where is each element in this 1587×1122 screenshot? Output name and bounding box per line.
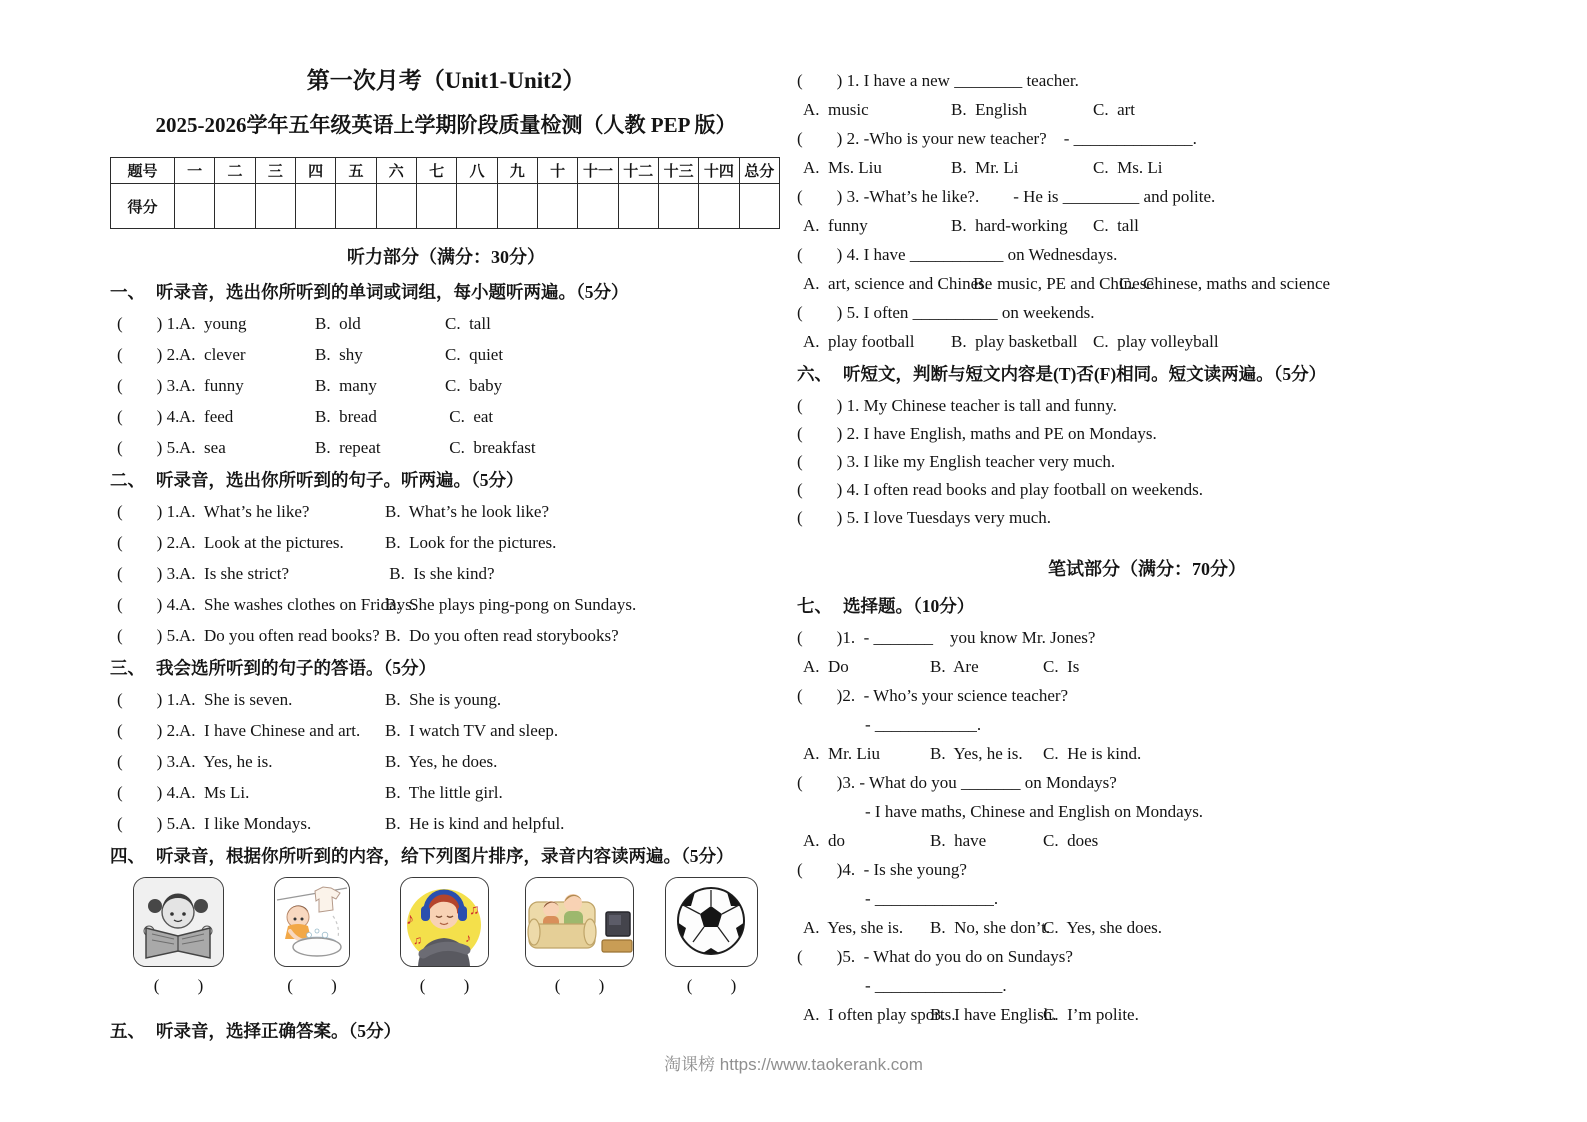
score-table-header-cell: 总分 [739, 158, 779, 184]
answer-paren-prefix: ( ) 3. [117, 564, 180, 583]
options-row [797, 656, 1497, 677]
svg-text:♫: ♫ [469, 903, 480, 918]
question-line-2: - _______________. [865, 976, 1007, 995]
image-cell [274, 877, 350, 996]
section-title: 选择题。（10分） [843, 596, 975, 616]
option-a: A. music [803, 100, 869, 119]
svg-text:♪: ♪ [465, 931, 471, 945]
option-b: B. She is young. [385, 690, 502, 709]
option-c: C. art [1093, 100, 1136, 119]
section-heading-s4 [110, 845, 782, 867]
option-a: A. Do you often read books? [179, 626, 380, 645]
section-heading-s7 [797, 595, 1497, 617]
option-b: B. I watch TV and sleep. [385, 721, 559, 740]
question-row [110, 375, 782, 396]
score-table-header-cell: 题号 [111, 158, 175, 184]
answer-paren-prefix: ( ) 1. [117, 502, 180, 521]
answer-paren-prefix: ( ) 2. [117, 721, 180, 740]
option-c: C. play volleyball [1093, 332, 1219, 351]
score-cell-empty [739, 184, 779, 229]
score-table-header-cell: 二 [215, 158, 255, 184]
section-heading-s5 [110, 1020, 782, 1042]
option-b: B. She plays ping-pong on Sundays. [385, 595, 637, 614]
answer-paren: ( ) [686, 976, 737, 995]
question-line-2: - ______________. [865, 889, 999, 908]
question-row [110, 782, 782, 803]
girl-reading-book-icon [134, 878, 223, 966]
score-table-header-cell: 六 [376, 158, 416, 184]
score-cell-empty [215, 184, 255, 229]
score-cell-empty [295, 184, 335, 229]
score-row-label: 得分 [111, 184, 175, 229]
answer-paren-prefix: ( ) 5. [117, 626, 180, 645]
score-table-header-cell: 十二 [618, 158, 658, 184]
image-strip [110, 877, 782, 1009]
image-cell [665, 877, 758, 996]
score-table-score-row [111, 184, 780, 229]
answer-paren: ( ) [153, 976, 204, 995]
right-column [797, 70, 1497, 1033]
question-row [110, 751, 782, 772]
section-heading-s1 [110, 281, 782, 303]
score-cell-empty [336, 184, 376, 229]
score-cell-empty [578, 184, 618, 229]
question-line: ( )5. - What do you do on Sundays? [797, 947, 1073, 966]
option-b: B. The little girl. [385, 783, 503, 802]
question-row [110, 594, 782, 615]
option-a: A. clever [179, 345, 246, 364]
question-line-2: - I have maths, Chinese and English on Mondays. [865, 802, 1204, 821]
option-b: B. shy [315, 345, 363, 364]
answer-paren-prefix: ( ) 3. [117, 752, 180, 771]
section-number: 五、 [110, 1021, 145, 1041]
option-a: A. I often play sports. [803, 1005, 956, 1024]
child-washing-clothes-icon [275, 878, 349, 966]
question-row [110, 532, 782, 553]
option-c: C. tall [445, 314, 491, 333]
score-cell-empty [537, 184, 577, 229]
option-a: A. funny [179, 376, 244, 395]
option-c: C. Is [1043, 657, 1080, 676]
options-row [797, 917, 1497, 938]
option-b: B. bread [315, 407, 377, 426]
option-b: B. have [930, 831, 987, 850]
option-b: B. repeat [315, 438, 381, 457]
answer-paren-prefix: ( ) 2. [117, 533, 180, 552]
kids-watching-tv-image [525, 877, 634, 967]
section-title: 听录音，选出你所听到的单词或词组，每小题听两遍。（5分） [156, 282, 629, 302]
answer-paren-prefix: ( ) 4. [117, 407, 180, 426]
score-table-header-cell: 十一 [578, 158, 618, 184]
option-b: B. Yes, he is. [930, 744, 1023, 763]
score-cell-empty [376, 184, 416, 229]
score-cell-empty [699, 184, 739, 229]
answer-paren-prefix: ( ) 3. [117, 376, 180, 395]
options-row [797, 99, 1497, 120]
option-b: B. I have English. [930, 1005, 1057, 1024]
option-b: B. Are [930, 657, 979, 676]
option-b: B. Look for the pictures. [385, 533, 557, 552]
option-b: B. What’s he look like? [385, 502, 549, 521]
score-table-header-cell: 七 [416, 158, 456, 184]
answer-paren: ( ) [554, 976, 605, 995]
question-row [110, 501, 782, 522]
options-row [797, 273, 1497, 294]
section-title: 听录音，选出你所听到的句子。听两遍。（5分） [156, 470, 524, 490]
section-heading-s3 [110, 657, 782, 679]
true-false-item: ( ) 4. I often read books and play football on weekends. [797, 480, 1203, 499]
question-row [110, 720, 782, 741]
child-washing-clothes-image [274, 877, 350, 967]
image-cell [133, 877, 224, 996]
option-b: B. No, she don’t. [930, 918, 1051, 937]
answer-paren-prefix: ( ) 1. [117, 690, 180, 709]
option-a: A. I have Chinese and art. [179, 721, 361, 740]
question-row [110, 406, 782, 427]
score-cell-empty [658, 184, 698, 229]
option-b: B. Mr. Li [951, 158, 1019, 177]
question-line-2: - ____________. [865, 715, 982, 734]
option-b: B. music, PE and Chinese [973, 274, 1154, 293]
option-c: C. He is kind. [1043, 744, 1142, 763]
score-cell-empty [497, 184, 537, 229]
options-row [797, 157, 1497, 178]
option-a: A. young [179, 314, 247, 333]
option-a: A. Do [803, 657, 849, 676]
question-line: ( ) 2. -Who is your new teacher? - ______________. [797, 129, 1197, 148]
option-a: A. Is she strict? [179, 564, 290, 583]
score-table-header-cell: 四 [295, 158, 335, 184]
option-a: A. play football [803, 332, 915, 351]
boy-listening-to-music-image [400, 877, 489, 967]
question-row [110, 625, 782, 646]
svg-text:♫: ♫ [413, 933, 422, 947]
question-row [110, 344, 782, 365]
section-number: 二、 [110, 470, 145, 490]
score-table [110, 157, 780, 229]
question-row [110, 313, 782, 334]
option-a: A. do [803, 831, 846, 850]
option-a: A. Mr. Liu [803, 744, 880, 763]
option-c: C. quiet [445, 345, 504, 364]
score-table-header-cell: 八 [457, 158, 497, 184]
girl-reading-book-image [133, 877, 224, 967]
score-table-header-cell: 十 [537, 158, 577, 184]
option-a: A. What’s he like? [179, 502, 310, 521]
question-line: ( )2. - Who’s your science teacher? [797, 686, 1069, 705]
question-line: ( )1. - _______ you know Mr. Jones? [797, 628, 1096, 647]
section-number: 一、 [110, 282, 145, 302]
option-a: A. feed [179, 407, 234, 426]
score-cell-empty [457, 184, 497, 229]
option-c: C. does [1043, 831, 1099, 850]
option-a: A. Ms Li. [179, 783, 250, 802]
option-a: A. Look at the pictures. [179, 533, 344, 552]
football-icon [666, 878, 757, 966]
score-table-header-cell: 十三 [658, 158, 698, 184]
score-cell-empty [416, 184, 456, 229]
option-a: A. sea [179, 438, 226, 457]
true-false-item: ( ) 1. My Chinese teacher is tall and funny. [797, 396, 1117, 415]
option-a: A. Yes, she is. [803, 918, 904, 937]
true-false-item: ( ) 2. I have English, maths and PE on Mondays. [797, 424, 1157, 443]
answer-paren-prefix: ( ) 4. [117, 783, 180, 802]
page-title: 第一次月考（Unit1-Unit2） [306, 68, 586, 93]
option-a: A. She is seven. [179, 690, 293, 709]
question-line: ( ) 3. -What’s he like?. - He is _________ and polite. [797, 187, 1216, 206]
question-line: ( ) 5. I often __________ on weekends. [797, 303, 1095, 322]
option-b: B. Do you often read storybooks? [385, 626, 619, 645]
option-b: B. old [315, 314, 361, 333]
boy-listening-to-music-icon [401, 878, 488, 966]
answer-paren-prefix: ( ) 5. [117, 438, 180, 457]
option-b: B. hard-working [951, 216, 1068, 235]
option-b: B. He is kind and helpful. [385, 814, 565, 833]
question-row [110, 689, 782, 710]
section-heading-s2 [110, 469, 782, 491]
svg-text:♪: ♪ [406, 911, 414, 928]
option-a: A. I like Mondays. [179, 814, 312, 833]
option-c: C. eat [445, 407, 494, 426]
image-cell [525, 877, 634, 996]
score-table-header-cell: 五 [336, 158, 376, 184]
answer-paren-prefix: ( ) 2. [117, 345, 180, 364]
option-c: C. baby [445, 376, 503, 395]
section-title: 听录音，选择正确答案。（5分） [156, 1021, 401, 1041]
section-number: 六、 [797, 364, 832, 384]
score-cell-empty [255, 184, 295, 229]
options-row [797, 215, 1497, 236]
score-table-header-row [111, 158, 780, 184]
option-a: A. art, science and Chinese [803, 274, 993, 293]
options-row [797, 331, 1497, 352]
option-b: B. Is she kind? [385, 564, 495, 583]
score-table-header-cell: 九 [497, 158, 537, 184]
question-line: ( )3. - What do you _______ on Mondays? [797, 773, 1117, 792]
question-row [110, 437, 782, 458]
true-false-item: ( ) 3. I like my English teacher very much. [797, 452, 1116, 471]
answer-paren-prefix: ( ) 1. [117, 314, 180, 333]
left-column [110, 62, 782, 1052]
question-row [110, 813, 782, 834]
answer-paren: ( ) [287, 976, 337, 995]
section-title: 听短文，判断与短文内容是(T)否(F)相同。短文读两遍。（5分） [843, 364, 1327, 384]
score-table-header-cell: 十四 [699, 158, 739, 184]
option-a: A. funny [803, 216, 868, 235]
option-c: C. I’m polite. [1043, 1005, 1139, 1024]
answer-paren: ( ) [419, 976, 470, 995]
options-row [797, 743, 1497, 764]
section-title: 听录音，根据你所听到的内容，给下列图片排序，录音内容读两遍。（5分） [156, 846, 734, 866]
footer-credit: 淘课榜 https://www.taokerank.com [664, 1055, 923, 1074]
score-table-header-cell: 一 [175, 158, 215, 184]
question-line: ( ) 1. I have a new ________ teacher. [797, 71, 1079, 90]
option-a: A. Ms. Liu [803, 158, 882, 177]
section-number: 四、 [110, 846, 145, 866]
written-part-title: 笔试部分（满分：70分） [1048, 559, 1246, 579]
question-line: ( ) 4. I have ___________ on Wednesdays. [797, 245, 1118, 264]
option-b: B. English [951, 100, 1028, 119]
image-cell [400, 877, 489, 996]
score-table-header-cell: 三 [255, 158, 295, 184]
option-b: B. Yes, he does. [385, 752, 498, 771]
section-number: 七、 [797, 596, 832, 616]
section-number: 三、 [110, 658, 145, 678]
options-row [797, 830, 1497, 851]
answer-paren-prefix: ( ) 5. [117, 814, 180, 833]
options-row [797, 1004, 1497, 1025]
option-b: B. play basketball [951, 332, 1078, 351]
option-c: C. Yes, she does. [1043, 918, 1163, 937]
true-false-item: ( ) 5. I love Tuesdays very much. [797, 508, 1052, 527]
option-c: C. Chinese, maths and science [1119, 274, 1331, 293]
kids-watching-tv-icon [526, 878, 633, 966]
option-c: C. breakfast [445, 438, 536, 457]
page-subtitle: 2025-2026学年五年级英语上学期阶段质量检测（人教 PEP 版） [155, 113, 737, 137]
score-cell-empty [175, 184, 215, 229]
option-c: C. Ms. Li [1093, 158, 1163, 177]
question-line: ( )4. - Is she young? [797, 860, 967, 879]
option-c: C. tall [1093, 216, 1139, 235]
answer-paren-prefix: ( ) 4. [117, 595, 180, 614]
option-a: A. She washes clothes on Fridays. [179, 595, 417, 614]
listening-part-title: 听力部分（满分：30分） [347, 247, 545, 267]
option-b: B. many [315, 376, 377, 395]
score-cell-empty [618, 184, 658, 229]
question-row [110, 563, 782, 584]
option-a: A. Yes, he is. [179, 752, 273, 771]
football-image [665, 877, 758, 967]
section-heading-s6 [797, 363, 1497, 385]
section-title: 我会选所听到的句子的答语。（5分） [156, 658, 436, 678]
